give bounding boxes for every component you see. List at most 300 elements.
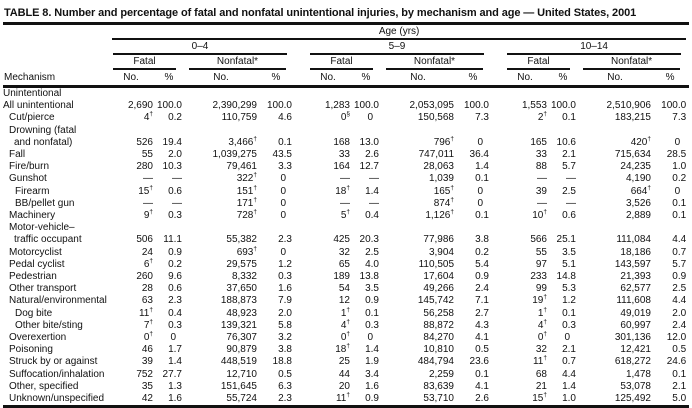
number-cell: —: [143, 173, 153, 185]
percent-cell: 5.7: [562, 161, 576, 173]
number-cell: —: [143, 197, 153, 209]
fatal-label: Fatal: [310, 55, 373, 70]
number-cell: 18,186: [620, 246, 651, 258]
column-gap: [492, 125, 503, 149]
percent-cell: 0.1: [365, 307, 379, 319]
table-row: [3, 344, 689, 356]
table-row: [3, 149, 689, 161]
percent-cell: 3.4: [365, 368, 379, 380]
percent-cell: 0: [280, 246, 286, 258]
percent-cell: 3.8: [278, 344, 292, 356]
mechanism-label: [3, 271, 109, 283]
age-group-header-5-9: [306, 40, 492, 55]
number-cell: 0†: [143, 330, 153, 344]
percent-cell: 0.1: [475, 173, 489, 185]
number-cell: 35: [141, 380, 153, 392]
number-cell: 145,742: [417, 295, 454, 307]
percent-cell: 3.5: [365, 283, 379, 295]
table-row: [3, 356, 689, 368]
mechanism-label: [3, 149, 109, 161]
number-cell: 526: [136, 136, 153, 148]
table-row: [3, 283, 689, 295]
footnote-marker: †: [253, 208, 257, 216]
footnote-marker: †: [543, 355, 547, 363]
number-cell: 55: [141, 149, 153, 161]
number-cell: 2,259: [428, 368, 454, 380]
age-group-label: 0–4: [113, 40, 287, 55]
fatal-label: Fatal: [507, 55, 570, 70]
mechanism-label-line: Struck by or against: [9, 356, 98, 368]
number-cell: 9†: [143, 208, 153, 222]
percent-cell: 0: [280, 185, 286, 197]
age-group-label: 5–9: [310, 40, 484, 55]
table-row: [3, 222, 689, 246]
number-cell: 46: [141, 344, 153, 356]
percent-cell: 27.7: [162, 368, 182, 380]
footnote-marker: †: [253, 135, 257, 143]
column-gap: [295, 40, 306, 87]
number-cell: 19†: [532, 294, 547, 307]
number-cell: 15†: [138, 184, 153, 197]
number-cell: 139,321: [220, 319, 257, 331]
nonfatal-label: Nonfatal*: [583, 55, 680, 70]
number-cell: 260: [136, 271, 153, 283]
percent-cell: 0: [280, 210, 286, 222]
table-row: [3, 210, 689, 222]
percent-cell: 0: [477, 136, 483, 148]
percent-cell: 0.1: [672, 197, 687, 209]
number-cell: 11†: [138, 306, 153, 319]
footnote-marker: †: [346, 342, 350, 350]
percent-header: %: [257, 70, 295, 87]
column-gap: [492, 40, 503, 87]
mechanism-label: [3, 112, 109, 124]
percent-cell: 5.8: [278, 319, 292, 331]
fatal-header: [503, 55, 579, 70]
percent-cell: 0.3: [365, 319, 379, 331]
number-cell: 2,889: [625, 210, 651, 222]
mechanism-label-line: Drowning (fatal: [9, 124, 77, 136]
nonfatal-label: Nonfatal*: [189, 55, 286, 70]
number-cell: 1,283: [324, 100, 350, 112]
column-gap: [295, 320, 306, 332]
table-row: [3, 186, 689, 198]
column-gap: [492, 308, 503, 320]
column-gap: [492, 271, 503, 283]
percent-cell: 14.8: [556, 271, 576, 283]
age-group-header-10-14: [503, 40, 689, 55]
percent-cell: 2.6: [475, 393, 489, 405]
percent-cell: 1.0: [672, 161, 687, 173]
number-cell: 2,390,299: [212, 100, 257, 112]
footnote-marker: †: [543, 330, 547, 338]
column-gap: [492, 381, 503, 393]
table-row: [3, 125, 689, 149]
percent-cell: 2.0: [168, 149, 182, 161]
number-cell: 33: [338, 149, 350, 161]
fatal-header: [306, 55, 382, 70]
number-cell: 420†: [630, 135, 651, 148]
number-cell: 110,505: [418, 258, 454, 270]
percent-cell: 5.0: [672, 393, 687, 405]
number-cell: 97: [535, 258, 547, 270]
percent-cell: —: [369, 173, 379, 185]
percent-cell: 12.7: [359, 161, 379, 173]
number-cell: 151†: [236, 184, 257, 197]
percent-cell: 5.4: [475, 258, 489, 270]
mechanism-label: [3, 344, 109, 356]
number-cell: 54: [338, 283, 350, 295]
fatal-label: Fatal: [113, 55, 176, 70]
number-cell: 618,272: [614, 356, 651, 368]
number-cell: 150,568: [417, 112, 454, 124]
percent-cell: 0: [280, 197, 286, 209]
column-gap: [295, 247, 306, 259]
mechanism-label: [3, 210, 109, 222]
percent-cell: 25.1: [556, 234, 576, 246]
nonfatal-header: [579, 55, 689, 70]
percent-cell: 3.5: [562, 246, 576, 258]
age-group-label: 10–14: [507, 40, 681, 55]
column-gap: [492, 247, 503, 259]
column-gap: [295, 332, 306, 344]
percent-cell: 2.7: [475, 307, 489, 319]
footnote-marker: †: [149, 318, 153, 326]
column-gap: [295, 259, 306, 271]
footnote-marker: †: [543, 306, 547, 314]
column-gap: [295, 356, 306, 368]
table-row: [3, 112, 689, 124]
mechanism-label: [3, 259, 109, 271]
percent-cell: 7.3: [475, 112, 489, 124]
column-gap: [295, 381, 306, 393]
percent-cell: 1.6: [365, 380, 379, 392]
number-cell: 4†: [340, 318, 350, 331]
percent-cell: 0.9: [475, 271, 489, 283]
mechanism-label: [3, 222, 109, 246]
number-cell: 56,258: [423, 307, 454, 319]
footnote-marker: †: [543, 391, 547, 399]
mechanism-label-line: Unintentional: [3, 88, 62, 99]
number-cell: 20: [338, 380, 350, 392]
mechanism-label-line: Poisoning: [9, 344, 53, 356]
percent-cell: 0.2: [168, 258, 182, 270]
percent-cell: 20.3: [359, 234, 379, 246]
column-gap: [295, 100, 306, 112]
number-cell: 8,332: [231, 271, 257, 283]
number-cell: 165: [530, 136, 547, 148]
percent-cell: 2.3: [278, 393, 292, 405]
number-cell: 301,136: [614, 332, 651, 344]
percent-cell: 0.9: [672, 271, 687, 283]
percent-cell: 2.5: [365, 246, 379, 258]
percent-cell: 0.1: [562, 112, 576, 124]
number-cell: 28,063: [423, 161, 454, 173]
percent-cell: 2.1: [562, 344, 576, 356]
number-cell: 12,421: [620, 344, 651, 356]
number-cell: 76,307: [226, 332, 257, 344]
percent-cell: 1.2: [562, 295, 576, 307]
number-cell: 55,382: [226, 234, 257, 246]
number-cell: 49,266: [423, 283, 454, 295]
number-cell: 21: [535, 380, 547, 392]
footnote-marker: †: [253, 196, 257, 204]
number-cell: 2,053,095: [409, 100, 454, 112]
percent-cell: 7.9: [278, 295, 292, 307]
table-row: [3, 369, 689, 381]
nonfatal-header: [185, 55, 295, 70]
column-gap: [295, 173, 306, 185]
column-gap: [492, 259, 503, 271]
percent-cell: 2.0: [672, 307, 687, 319]
mechanism-label-line: Other transport: [9, 283, 77, 295]
header-row-age-spanner: [3, 25, 689, 40]
percent-cell: 1.4: [365, 185, 379, 197]
mechanism-label-line: traffic occupant: [14, 234, 82, 246]
mechanism-label: [3, 308, 109, 320]
percent-cell: 2.3: [168, 295, 182, 307]
number-cell: 165†: [433, 184, 454, 197]
column-gap: [492, 100, 503, 112]
footnote-marker: †: [149, 111, 153, 119]
percent-header: %: [651, 70, 689, 87]
percent-cell: 7.3: [672, 112, 687, 124]
percent-cell: 0.3: [562, 319, 576, 331]
number-cell: 68: [535, 368, 547, 380]
column-gap: [492, 198, 503, 210]
percent-cell: 0.5: [475, 344, 489, 356]
percent-cell: 3.8: [475, 234, 489, 246]
mechanism-label: [3, 247, 109, 259]
column-gap: [492, 186, 503, 198]
percent-cell: 0.1: [475, 210, 489, 222]
number-cell: 233: [530, 271, 547, 283]
number-cell: 17,604: [423, 271, 454, 283]
column-gap: [295, 125, 306, 149]
number-cell: 1,126†: [425, 208, 454, 222]
mechanism-label-line: Fire/burn: [9, 161, 50, 173]
number-cell: 55,724: [226, 393, 257, 405]
table-row: [3, 271, 689, 283]
percent-cell: 4.4: [562, 368, 576, 380]
number-cell: 4†: [537, 318, 547, 331]
mechanism-label: [3, 332, 109, 344]
number-cell: 90,879: [226, 344, 257, 356]
percent-cell: 1.4: [365, 344, 379, 356]
column-gap: [295, 344, 306, 356]
percent-cell: 4.6: [278, 112, 292, 124]
number-header: No.: [382, 70, 454, 87]
percent-cell: —: [172, 197, 182, 209]
percent-cell: 1.2: [278, 258, 292, 270]
mechanism-label-line: Overexertion: [9, 332, 67, 344]
percent-cell: 2.5: [672, 283, 687, 295]
mechanism-label-line: Unknown/unspecified: [9, 393, 105, 405]
number-cell: 693†: [236, 245, 257, 258]
column-gap: [492, 356, 503, 368]
number-cell: 60,997: [620, 319, 651, 331]
fatal-header: [109, 55, 185, 70]
number-header: No.: [306, 70, 350, 87]
number-cell: 1,553: [521, 100, 547, 112]
number-cell: —: [537, 197, 547, 209]
percent-cell: 1.6: [168, 393, 182, 405]
percent-cell: 1.4: [562, 380, 576, 392]
percent-header: %: [153, 70, 185, 87]
number-cell: 88: [535, 161, 547, 173]
footnote-marker: †: [149, 208, 153, 216]
percent-cell: 0.4: [365, 210, 379, 222]
number-cell: 18†: [335, 184, 350, 197]
percent-cell: 0.7: [562, 356, 576, 368]
number-header: No.: [503, 70, 547, 87]
percent-cell: 0.1: [562, 307, 576, 319]
percent-cell: 0.9: [168, 246, 182, 258]
mechanism-label: [3, 173, 109, 185]
number-cell: 32: [338, 246, 350, 258]
percent-cell: 10.6: [556, 136, 576, 148]
number-cell: 484,794: [417, 356, 454, 368]
percent-cell: 13.0: [359, 136, 379, 148]
number-header: No.: [185, 70, 257, 87]
number-cell: 33: [535, 149, 547, 161]
column-gap: [295, 186, 306, 198]
number-cell: 183,215: [614, 112, 651, 124]
percent-cell: 100.0: [156, 100, 182, 112]
percent-cell: 0.4: [168, 307, 182, 319]
footnote-marker: †: [346, 330, 350, 338]
number-cell: 10,810: [423, 344, 454, 356]
percent-cell: 0: [367, 332, 373, 344]
percent-cell: 23.6: [469, 356, 489, 368]
number-cell: 37,650: [226, 283, 257, 295]
mechanism-label: [3, 125, 109, 149]
number-cell: 24,235: [620, 161, 651, 173]
percent-cell: 0: [564, 332, 570, 344]
number-cell: 6†: [143, 257, 153, 270]
percent-cell: 0.9: [365, 295, 379, 307]
footnote-marker: †: [346, 306, 350, 314]
percent-cell: 0: [477, 197, 483, 209]
column-gap: [295, 149, 306, 161]
percent-cell: 100.0: [266, 100, 292, 112]
number-cell: —: [537, 173, 547, 185]
number-cell: 796†: [433, 135, 454, 148]
table-row: [3, 259, 689, 271]
percent-cell: 19.4: [162, 136, 182, 148]
percent-cell: 0.6: [562, 210, 576, 222]
number-cell: 62,577: [620, 283, 651, 295]
number-cell: 188,873: [220, 295, 257, 307]
number-cell: 63: [141, 295, 153, 307]
column-gap: [295, 161, 306, 173]
number-cell: 125,492: [614, 393, 651, 405]
percent-cell: 2.1: [672, 380, 687, 392]
table-row: [3, 87, 689, 101]
footnote-marker: †: [253, 245, 257, 253]
column-gap: [295, 295, 306, 307]
number-cell: 728†: [236, 208, 257, 222]
percent-header: %: [350, 70, 382, 87]
percent-cell: —: [172, 173, 182, 185]
percent-cell: 9.6: [168, 271, 182, 283]
number-cell: 48,923: [226, 307, 257, 319]
number-cell: 11†: [532, 355, 547, 368]
number-cell: 39: [535, 185, 547, 197]
percent-cell: 0.1: [475, 368, 489, 380]
mechanism-label-line: Motorcyclist: [9, 246, 62, 258]
number-cell: 28: [141, 283, 153, 295]
number-cell: 42: [141, 393, 153, 405]
percent-cell: 100.0: [550, 100, 576, 112]
number-cell: —: [340, 173, 350, 185]
mechanism-label-line: Firearm: [15, 185, 50, 197]
number-cell: 7†: [143, 318, 153, 331]
number-cell: 32: [535, 344, 547, 356]
number-cell: 164: [333, 161, 350, 173]
number-cell: 0§: [340, 111, 350, 124]
age-group-header-0-4: [109, 40, 295, 55]
footnote-marker: †: [543, 294, 547, 302]
number-cell: 84,270: [423, 332, 454, 344]
percent-cell: 4.1: [475, 332, 489, 344]
percent-cell: 0.6: [168, 283, 182, 295]
percent-cell: 1.4: [168, 356, 182, 368]
number-cell: 747,011: [418, 149, 454, 161]
number-cell: 0†: [537, 330, 547, 344]
mechanism-label: [3, 283, 109, 295]
footnote-marker: †: [346, 391, 350, 399]
injury-table: [3, 25, 689, 408]
number-cell: 143,597: [614, 258, 651, 270]
number-cell: 53,710: [423, 393, 454, 405]
mechanism-label-line: Pedal cyclist: [9, 258, 65, 270]
percent-cell: 1.3: [168, 380, 182, 392]
footnote-marker: †: [647, 135, 651, 143]
percent-cell: 5.7: [672, 258, 687, 270]
number-cell: 425: [333, 234, 350, 246]
number-cell: —: [340, 197, 350, 209]
percent-header: %: [547, 70, 579, 87]
percent-cell: 3.3: [278, 161, 292, 173]
footnote-marker: †: [149, 330, 153, 338]
age-spanner-label: Age (yrs): [112, 25, 686, 40]
percent-cell: 24.6: [666, 356, 687, 368]
percent-cell: 1.9: [365, 356, 379, 368]
percent-cell: 100.0: [353, 100, 379, 112]
mechanism-label: [3, 161, 109, 173]
table-row: [3, 161, 689, 173]
column-gap: [492, 149, 503, 161]
table-title: TABLE 8. Number and percentage of fatal and nonfatal unintentional injuries, by mechanism and age — United States, 2001: [3, 4, 689, 25]
number-cell: 566: [530, 234, 547, 246]
number-cell: 151,645: [220, 380, 257, 392]
mechanism-label-line: Motor-vehicle–: [9, 222, 75, 234]
column-gap: [295, 271, 306, 283]
number-cell: 664†: [630, 184, 651, 197]
number-cell: 99: [535, 283, 547, 295]
percent-cell: 1.7: [168, 344, 182, 356]
number-cell: 44: [338, 368, 350, 380]
number-cell: 715,634: [614, 149, 651, 161]
percent-cell: 0.2: [168, 112, 182, 124]
percent-cell: 6.3: [278, 380, 292, 392]
number-cell: 171†: [236, 196, 257, 209]
table-row: [3, 247, 689, 259]
number-cell: 1,478: [625, 368, 651, 380]
number-cell: 1,039,275: [212, 149, 257, 161]
mechanism-label-line: All unintentional: [3, 100, 74, 112]
